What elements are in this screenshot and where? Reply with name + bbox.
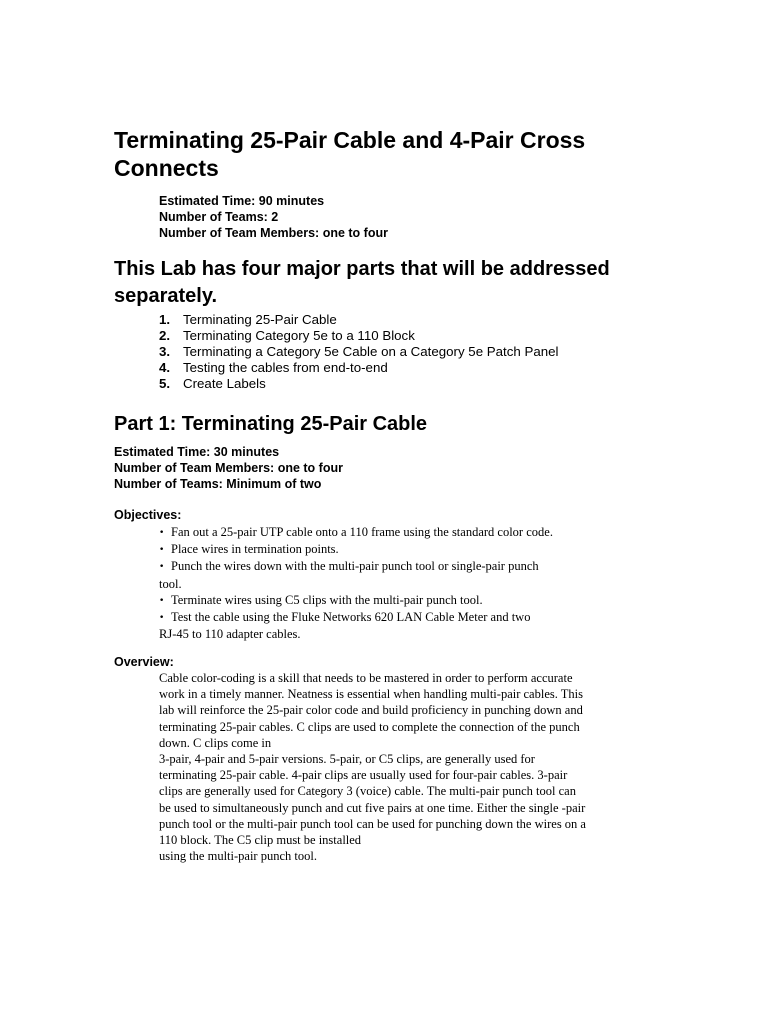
list-item <box>159 558 629 575</box>
objective-text: Fan out a 25-pair UTP cable onto a 110 frame using the standard color code. <box>171 525 553 539</box>
list-number: 1. <box>159 312 171 327</box>
number-of-team-members: Number of Team Members: one to four <box>159 226 388 240</box>
objective-text: Punch the wires down with the multi-pair punch tool or single-pair punch <box>171 559 539 574</box>
paragraph-line: Cable color-coding is a skill that needs to be mastered in order to perform accurate <box>159 671 573 685</box>
paragraph-line: punch tool or the multi-pair punch tool can be used for punching down the wires on a <box>159 816 586 831</box>
lab-meta <box>159 193 388 241</box>
objectives-list <box>159 524 629 642</box>
paragraph-line: 110 block. The C5 clip must be installed <box>159 833 362 848</box>
list-text: Create Labels <box>183 376 266 391</box>
list-text: Terminating a Category 5e Cable on a Category 5e Patch Panel <box>183 344 559 359</box>
list-item <box>159 592 629 609</box>
list-item <box>159 609 629 626</box>
paragraph-line: 3-pair, 4-pair and 5-pair versions. 5-pair, or C5 clips, are generally used for <box>159 752 535 767</box>
paragraph-line: be used to simultaneously punch and cut five pairs at one time. Either the single -pair <box>159 800 586 815</box>
list-number: 4. <box>159 360 171 375</box>
list-item <box>159 312 559 328</box>
part1-number-of-teams: Number of Teams: Minimum of two <box>114 477 322 491</box>
parts-list <box>159 312 559 392</box>
list-number: 2. <box>159 328 171 343</box>
part1-estimated-time: Estimated Time: 30 minutes <box>114 445 280 459</box>
list-text: Terminating Category 5e to a 110 Block <box>183 328 415 343</box>
number-of-teams: Number of Teams: 2 <box>159 210 279 224</box>
list-item <box>159 541 629 558</box>
list-number: 3. <box>159 344 171 359</box>
objective-continuation: RJ-45 to 110 adapter cables. <box>159 627 301 642</box>
paragraph-line: terminating 25-pair cable. 4-pair clips are usually used for four-pair cables. 3-pair <box>159 768 568 783</box>
bullet-icon: • <box>159 562 165 573</box>
bullet-icon: • <box>159 613 165 624</box>
list-item <box>159 328 559 344</box>
list-number: 5. <box>159 376 171 391</box>
paragraph-line: down. C clips come in <box>159 735 272 750</box>
bullet-icon: • <box>159 595 165 606</box>
overview-heading: Overview: <box>114 655 174 669</box>
bullet-icon: • <box>159 528 165 538</box>
overview-paragraph <box>159 670 659 864</box>
paragraph-line: clips are generally used for Category 3 (voice) cable. The multi-pair punch tool can <box>159 784 576 799</box>
parts-heading: This Lab has four major parts that will be addressed separately. <box>114 258 610 307</box>
part1-meta <box>114 444 343 492</box>
paragraph-line: terminating 25-pair cables. C clips are used to complete the connection of the punch <box>159 719 580 734</box>
list-text: Testing the cables from end-to-end <box>183 360 388 375</box>
objective-text: Place wires in termination points. <box>171 542 339 557</box>
bullet-icon: • <box>159 545 165 556</box>
part1-team-members: Number of Team Members: one to four <box>114 461 343 475</box>
list-item <box>159 524 629 541</box>
objective-continuation: tool. <box>159 576 182 591</box>
part1-heading: Part 1: Terminating 25-Pair Cable <box>114 413 428 435</box>
list-item <box>159 360 559 376</box>
list-item <box>159 344 559 360</box>
list-text: Terminating 25-Pair Cable <box>183 312 337 327</box>
list-item <box>159 376 559 392</box>
objective-text: Test the cable using the Fluke Networks 620 LAN Cable Meter and two <box>171 610 531 625</box>
paragraph-line: lab will reinforce the 25-pair color code and build proficiency in punching down and <box>159 703 583 718</box>
estimated-time: Estimated Time: 90 minutes <box>159 194 325 208</box>
objectives-heading: Objectives: <box>114 508 182 522</box>
paragraph-line: using the multi-pair punch tool. <box>159 849 317 864</box>
objective-text: Terminate wires using C5 clips with the multi-pair punch tool. <box>171 592 483 607</box>
page-title: Terminating 25-Pair Cable and 4-Pair Cross Connects <box>114 127 586 181</box>
paragraph-line: work in a timely manner. Neatness is essential when handling multi-pair cables. This <box>159 687 583 702</box>
